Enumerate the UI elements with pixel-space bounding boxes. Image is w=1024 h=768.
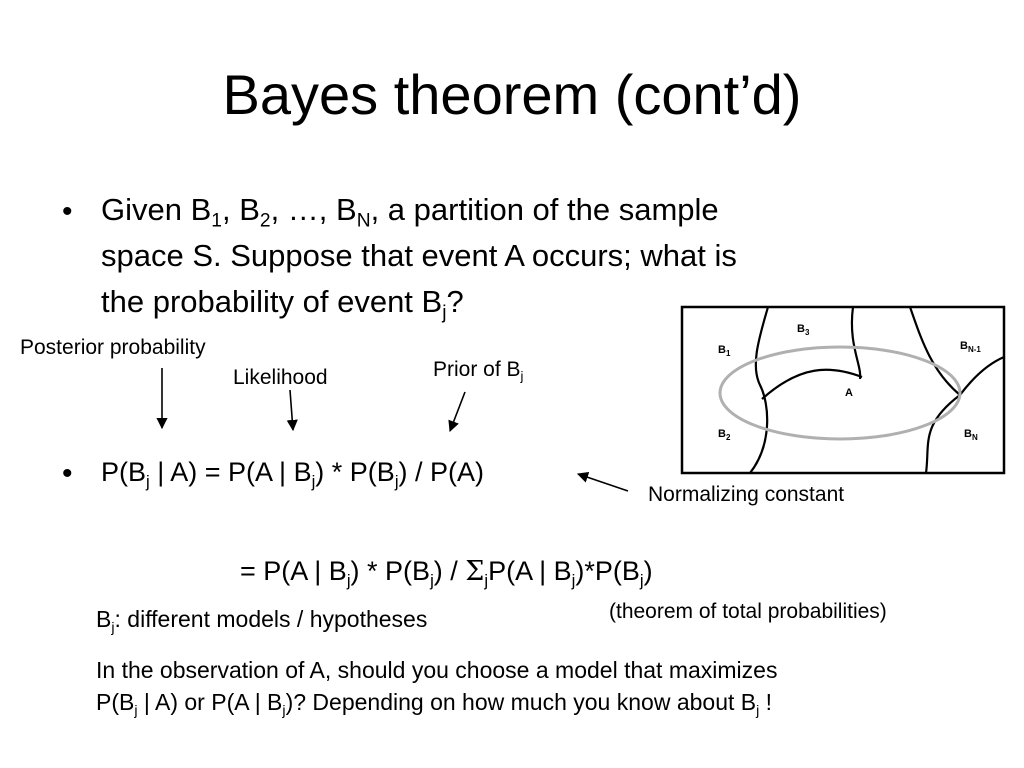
total-probability-equation: = P(A | $B_j) * P(B_j) / \Sigma_jP(A$ | $B_j)*P(B_j)$ (240, 556, 653, 590)
prior-arrow (450, 392, 465, 431)
bullet1-line2: space S. Suppose that event A occurs; what is (101, 238, 737, 273)
region-bn-label: $B_N$ (964, 428, 978, 442)
models-note: $B_j$: different models / hypotheses (96, 606, 428, 636)
prior-label: Prior of $B_j$ (433, 358, 524, 384)
bullet-marker: • (62, 457, 73, 490)
normalizing-arrow (578, 474, 628, 491)
region-bn1-label: $B_{N-1}$ (960, 340, 981, 354)
region-b1-label: $B_1$ (718, 344, 731, 358)
normalizing-label: Normalizing constant (648, 483, 845, 506)
likelihood-arrow (290, 390, 293, 430)
partition-diagram (680, 305, 1010, 475)
bullet-marker: • (62, 195, 73, 228)
observation-line1: In the observation of A, should you choose a model that maximizes (96, 657, 778, 683)
bayes-equation: $P(B_j$ | A) = P(A | $B_j) * P(B_j) / P(A)$ (101, 457, 485, 491)
likelihood-label: Likelihood (233, 366, 328, 389)
slide-title: Bayes theorem (cont’d) (222, 63, 802, 126)
region-b3-label: $B_3$ (797, 323, 810, 337)
region-b2-label: $B_2$ (718, 428, 731, 442)
bullet1-line1: Given $B_1$, $B_2$, …, $B_N$, a partition of the sample (101, 192, 719, 232)
posterior-label: Posterior probability (20, 336, 206, 359)
bullet1-line3: the probability of event $B_j$? (101, 284, 464, 324)
observation-line2: $P(B_j$ | A) or P(A | $B_j$)? Depending on how much you know about $B_j$ ! (96, 689, 773, 719)
total-probability-note: (theorem of total probabilities) (609, 600, 887, 623)
region-a-label: A (845, 387, 853, 399)
